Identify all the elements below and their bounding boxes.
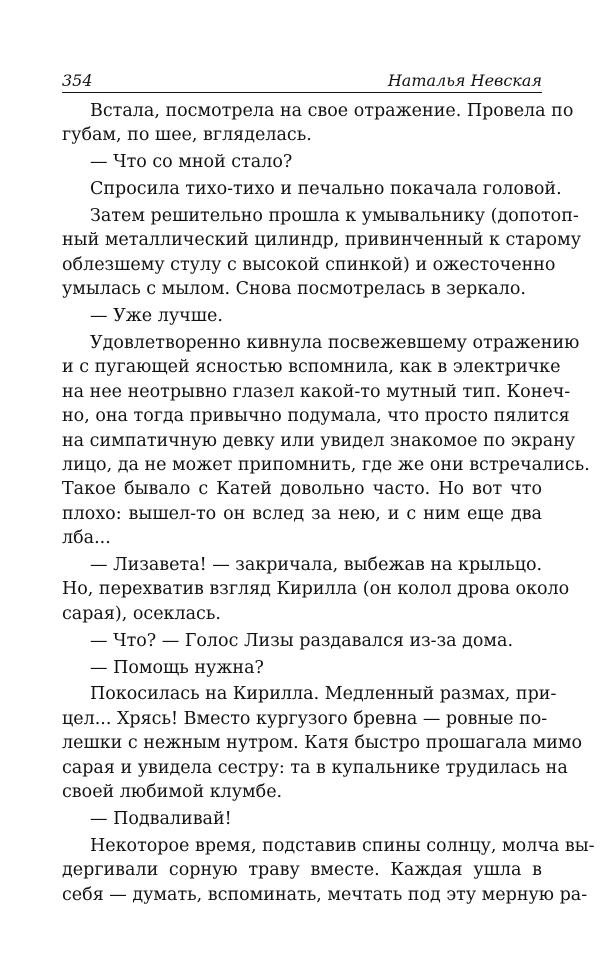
text-line: Такое бывало с Катей довольно часто. Но вот что xyxy=(62,479,542,500)
text-line: Удовлетворенно кивнула посвежевшему отражению xyxy=(90,333,580,354)
text-line: лба... xyxy=(62,528,111,549)
text-line: губам, по шее, вгляделась. xyxy=(62,125,312,146)
text-line: — Помощь нужна? xyxy=(90,657,264,678)
text-line: сарая и увидела сестру: та в купальнике трудилась на xyxy=(62,757,568,778)
text-line: Затем решительно прошла к умывальнику (допотоп- xyxy=(90,206,579,227)
text-line: Но, перехватив взгляд Кирилла (он колол дрова около xyxy=(62,579,570,600)
text-line: ный металлический цилиндр, привинченный к старому xyxy=(62,230,582,251)
text-line: Покосилась на Кирилла. Медленный размах, при- xyxy=(90,684,557,705)
running-header xyxy=(62,66,542,93)
text-line: Встала, посмотрела на свое отражение. Провела по xyxy=(90,101,574,121)
text-line: цел... Хрясь! Вместо кургузого бревна — ровные по- xyxy=(62,708,548,729)
text-line: своей любимой клумбе. xyxy=(62,782,283,803)
text-line: лешки с нежным нутром. Катя быстро прошагала мимо xyxy=(62,733,583,754)
running-author: Наталья Невская xyxy=(387,71,542,90)
text-line: плохо: вышел-то он вслед за нею, и с ним еще два xyxy=(62,503,542,524)
text-line: дергивали сорную траву вместе. Каждая ушла в xyxy=(62,860,542,881)
text-line: — Подваливай! xyxy=(90,808,232,829)
body-text xyxy=(62,99,595,907)
text-line: сарая), осеклась. xyxy=(62,603,221,624)
text-line: — Лизавета! — закричала, выбежав на крыльцо. xyxy=(90,555,543,576)
text-line: умылась с мылом. Снова посмотрелась в зеркало. xyxy=(62,279,526,300)
text-line: — Уже лучше. xyxy=(90,306,223,327)
text-line: и с пугающей ясностью вспомнила, как в электричке xyxy=(62,357,561,378)
text-line: Спросила тихо-тихо и печально покачала головой. xyxy=(90,179,562,200)
text-line: лицо, да не может припомнить, где же они встречались. xyxy=(62,454,590,475)
text-line: но, она тогда привычно подумала, что просто пялится xyxy=(62,406,570,427)
text-line: Некоторое время, подставив спины солнцу, молча вы- xyxy=(90,835,595,856)
text-line: на симпатичную девку или увидел знакомое по экрану xyxy=(62,430,576,451)
text-line: — Что со мной стало? xyxy=(90,152,293,173)
text-line: — Что? — Голос Лизы раздавался из-за дома. xyxy=(90,630,514,651)
page-number: 354 xyxy=(62,71,93,90)
text-line: облезшему стулу с высокой спинкой) и ожесточенно xyxy=(62,254,556,275)
text-line: на нее неотрывно глазел какой-то мутный тип. Конеч- xyxy=(62,381,571,402)
text-line: себя — думать, вспоминать, мечтать под эту мерную ра- xyxy=(62,884,588,905)
